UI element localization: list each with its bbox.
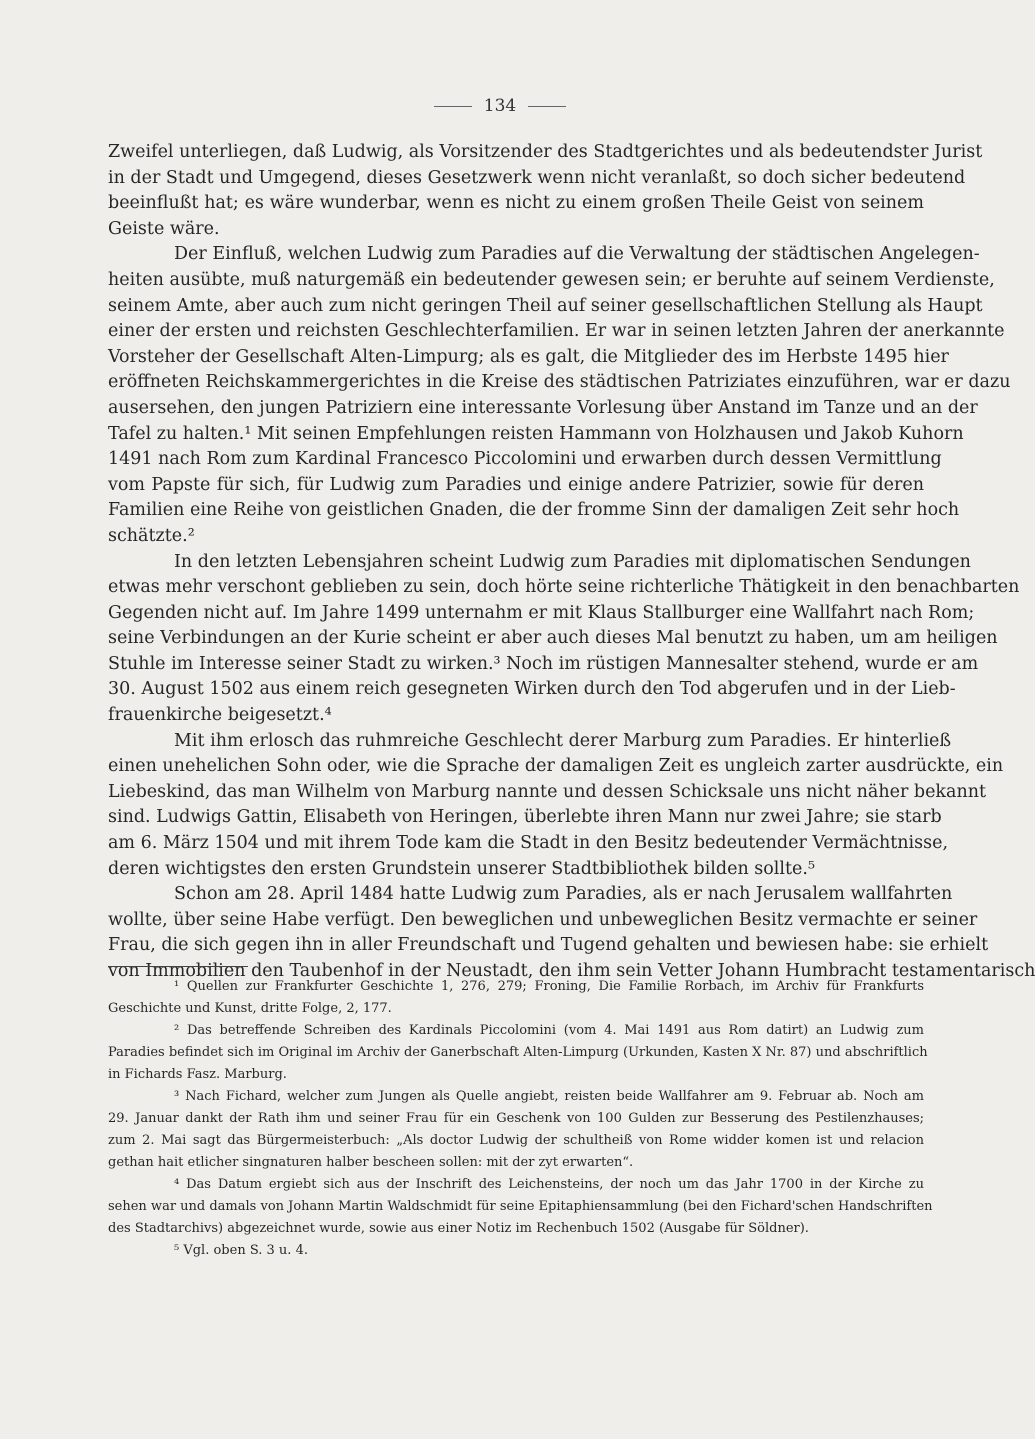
page-number: 134 (483, 96, 517, 116)
body-line: Tafel zu halten.¹ Mit seinen Empfehlungen reisten Hammann von Holzhausen und Jakob Kuhorn (108, 423, 964, 444)
body-line: wollte, über seine Habe verfügt. Den beweglichen und unbeweglichen Besitz vermachte er seiner (108, 909, 978, 930)
footnotes (108, 976, 933, 1262)
body-line: In den letzten Lebensjahren scheint Ludwig zum Paradies mit diplomatischen Sendungen (174, 551, 971, 572)
body-line: Mit ihm erlosch das ruhmreiche Geschlecht derer Marburg zum Paradies. Er hinterließ (174, 730, 952, 751)
body-line: am 6. März 1504 und mit ihrem Tode kam die Stadt in den Besitz bedeutender Vermächtnisse, (108, 833, 949, 854)
body-line: frauenkirche beigesetzt.⁴ (108, 705, 332, 726)
body-line: seinem Amte, aber auch zum nicht geringen Theil auf seiner gesellschaftlichen Stellung als Haupt (108, 295, 983, 316)
footnote-line: 29. Januar dankt der Rath ihm und seiner Frau für ein Geschenk von 100 Gulden zur Besserung des Pestilenzhauses; (108, 1111, 924, 1126)
body-line: heiten ausübte, muß naturgemäß ein bedeutender gewesen sein; er beruhte auf seinem Verdienste, (108, 269, 995, 290)
page-header (0, 96, 1000, 116)
footnote-rule (108, 966, 248, 967)
body-line: 30. August 1502 aus einem reich gesegneten Wirken durch den Tod abgerufen und in der Lieb- (108, 679, 956, 700)
body-line: Frau, die sich gegen ihn in aller Freundschaft und Tugend gehalten und bewiesen habe: sie erhielt (108, 935, 989, 956)
footnote-line: ⁴ Das Datum ergiebt sich aus der Inschrift des Leichensteins, der noch um das Jahr 1700 in der Kirche zu (174, 1177, 924, 1192)
body-line: seine Verbindungen an der Kurie scheint er aber auch dieses Mal benutzt zu haben, um am heiligen (108, 628, 998, 649)
body-line: Zweifel unterliegen, daß Ludwig, als Vorsitzender des Stadtgerichtes und als bedeutendster Jurist (108, 142, 983, 162)
footnote-line: ¹ Quellen zur Frankfurter Geschichte 1, 276, 279; Froning, Die Familie Rorbach, im Archiv für Frankfurts (174, 979, 924, 994)
body-line: einen unehelichen Sohn oder, wie die Sprache der damaligen Zeit es ungleich zarter ausdrückte, ein (108, 756, 1004, 777)
footnote-line: des Stadtarchivs) abgezeichnet wurde, sowie aus einer Notiz im Rechenbuch 1502 (Ausgabe für Söldner). (108, 1221, 809, 1236)
footnote-line: sehen war und damals von Johann Martin Waldschmidt für seine Epitaphiensammlung (bei den Fichard'schen Handschriften (108, 1199, 933, 1214)
footnote-line: Geschichte und Kunst, dritte Folge, 2, 177. (108, 1001, 392, 1016)
footnote-line: gethan hait etlicher singnaturen halber bescheen sollen: mit der zyt erwarten“. (108, 1155, 634, 1170)
body-line: eröffneten Reichskammergerichtes in die Kreise des städtischen Patriziates einzuführen, war er dazu (108, 372, 1011, 393)
body-line: Geiste wäre. (108, 218, 220, 239)
body-line: einer der ersten und reichsten Geschlechterfamilien. Er war in seinen letzten Jahren der anerkannte (108, 321, 1005, 342)
footnote-line: ³ Nach Fichard, welcher zum Jungen als Quelle angiebt, reisten beide Wallfahrer am 9. Februar ab. Noch am (174, 1089, 924, 1104)
footnote-line: ² Das betreffende Schreiben des Kardinals Piccolomini (vom 4. Mai 1491 aus Rom datirt) an Ludwig zum (174, 1023, 924, 1038)
footnote-line: zum 2. Mai sagt das Bürgermeisterbuch: „Als doctor Ludwig der schultheiß von Rome widder komen ist und relacion (108, 1133, 924, 1148)
body-line: von Immobilien den Taubenhof in der Neustadt, den ihm sein Vetter Johann Humbracht testamentarisch (108, 961, 1035, 981)
body-text (108, 140, 1035, 985)
footnote-line: Paradies befindet sich im Original im Archiv der Ganerbschaft Alten-Limpurg (Urkunden, Kasten X Nr. 87) und abschriftlich (108, 1045, 928, 1060)
body-line: Stuhle im Interesse seiner Stadt zu wirken.³ Noch im rüstigen Mannesalter stehend, wurde er am (108, 653, 979, 674)
body-line: 1491 nach Rom zum Kardinal Francesco Piccolomini und erwarben durch dessen Vermittlung (108, 449, 942, 470)
footnote-line: ⁵ Vgl. oben S. 3 u. 4. (174, 1243, 308, 1258)
body-line: etwas mehr verschont geblieben zu sein, doch hörte seine richterliche Thätigkeit in den benachbarten (108, 577, 1020, 598)
body-line: Schon am 28. April 1484 hatte Ludwig zum Paradies, als er nach Jerusalem wallfahrten (174, 884, 953, 905)
body-line: vom Papste für sich, für Ludwig zum Paradies und einige andere Patrizier, sowie für deren (108, 474, 924, 495)
body-line: Vorsteher der Gesellschaft Alten-Limpurg; als es galt, die Mitglieder des im Herbste 1495 hier (108, 346, 949, 367)
body-line: Liebeskind, das man Wilhelm von Marburg nannte und dessen Schicksale uns nicht näher bekannt (108, 781, 987, 802)
body-line: Der Einfluß, welchen Ludwig zum Paradies auf die Verwaltung der städtischen Angelegen- (174, 244, 980, 265)
body-line: sind. Ludwigs Gattin, Elisabeth von Heringen, überlebte ihren Mann nur zwei Jahre; sie starb (108, 807, 942, 828)
body-line: ausersehen, den jungen Patriziern eine interessante Vorlesung über Anstand im Tanze und an der (108, 397, 978, 418)
body-line: Familien eine Reihe von geistlichen Gnaden, die der fromme Sinn der damaligen Zeit sehr hoch (108, 500, 960, 521)
body-line: beeinflußt hat; es wäre wunderbar, wenn es nicht zu einem großen Theile Geist von seinem (108, 193, 924, 214)
body-line: Gegenden nicht auf. Im Jahre 1499 unternahm er mit Klaus Stallburger eine Wallfahrt nach Rom; (108, 602, 975, 623)
header-rule-left (434, 106, 472, 107)
footnote-line: in Fichards Fasz. Marburg. (108, 1067, 287, 1082)
body-line: deren wichtigstes den ersten Grundstein unserer Stadtbibliothek bilden sollte.⁵ (108, 858, 815, 879)
header-rule-right (528, 106, 566, 107)
body-line: in der Stadt und Umgegend, dieses Gesetzwerk wenn nicht veranlaßt, so doch sicher bedeutend (108, 167, 966, 188)
body-line: schätzte.² (108, 525, 195, 546)
